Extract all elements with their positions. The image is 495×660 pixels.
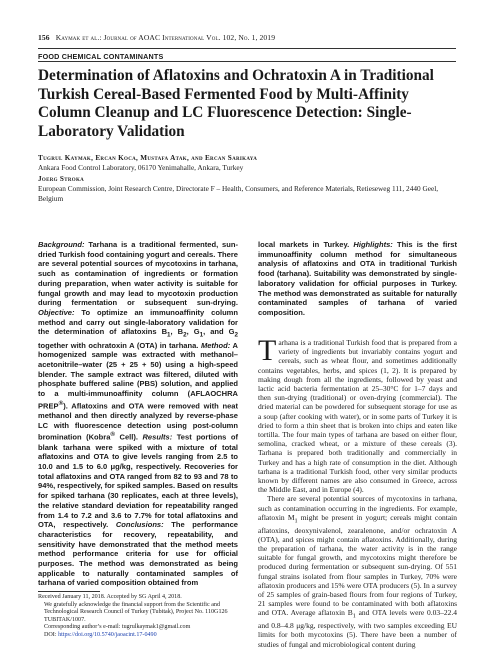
abstract-objective-g1: , G	[186, 327, 200, 337]
affiliation-2: European Commission, Joint Research Centre, Directorate F – Health, Consumers, and Reference Materials, Retieseweg 111, 2440 Geel, Belgium	[38, 184, 439, 203]
authors-line-1: Tugrul Kaymak, Ercan Koca, Mustafa Atak, and Ercan Sarikaya	[38, 154, 258, 162]
subscript: 1	[167, 331, 171, 339]
abstract-column-1	[38, 240, 238, 588]
article-title: Determination of Aflatoxins and Ochratoxin A in Traditional Turkish Cereal-Based Fermented Food by Multi-Affinity Column Cleanup and LC Fluorescence Detection: Single-Laboratory Validation	[38, 67, 434, 140]
registered-mark: ®	[58, 399, 64, 407]
registered-mark: ®	[110, 431, 116, 439]
abstract-highlights-text: This is the first immunoaffinity column method for simultaneous analysis of aflatoxins and OTA in traditional Turkish food (tarhana). Suitability was demonstrated by single-laboratory validation for official purposes in Turkey. The method was demonstrated as suitable for naturally contaminated samples of tarhana of varied composition.	[258, 240, 457, 317]
subscript: 2	[234, 331, 238, 339]
doi-label: DOI:	[44, 631, 59, 638]
section-label: FOOD CHEMICAL CONTAMINANTS	[38, 52, 164, 61]
authors-group-2	[38, 175, 84, 183]
drop-cap: T	[258, 334, 277, 367]
footnote-rule	[38, 591, 100, 592]
subscript: 2	[183, 331, 187, 339]
abstract-column-2	[258, 240, 457, 318]
doi-link[interactable]: https://doi.org/10.5740/jaoacint.17-0490	[58, 631, 157, 638]
abstract-objective-label: Objective:	[38, 307, 75, 317]
running-head	[38, 33, 275, 42]
subscript: 1	[352, 612, 356, 620]
footnote-received: Received January 11, 2018. Accepted by SG April 4, 2018.	[38, 594, 182, 600]
abstract-conclusions-text: The performance characteristics for recovery, repeatability, and sensitivity have demonstrated that the method meets method performance criteria for use for official purposes. The method was demonstrated as being applicable to naturally contaminated samples of tarhana of varied composition obtained from	[38, 520, 238, 588]
section-rule-bottom	[38, 61, 456, 62]
authors-group-1	[38, 154, 257, 162]
abstract-objective-g2: , and G	[203, 327, 235, 337]
abstract-method-label: Method:	[200, 340, 231, 350]
running-head-text: Kaymak et al.: Journal of AOAC International Vol. 102, No. 1, 2019	[55, 33, 276, 42]
abstract-objective-b2: , B	[170, 327, 184, 337]
abstract-conclusions-label: Conclusions:	[115, 520, 164, 530]
footnote-doi	[38, 632, 243, 640]
footnotes	[38, 594, 243, 640]
authors-line-2: Joerg Stroka	[38, 175, 85, 183]
abstract-objective-text: To optimize an immunoaffinity column method and carry out single-laboratory validation for the determination of aflatoxins B	[38, 307, 238, 337]
abstract-continued-text: local markets in Turkey.	[258, 240, 354, 249]
subscript: 1	[294, 517, 298, 525]
page-number: 156	[38, 33, 50, 42]
abstract-highlights-label: Highlights:	[353, 240, 393, 249]
body-paragraph-2-text-a: There are several potential sources of mycotoxins in tarhana, such as contamination occurring in the ingredients. For example, aflatoxin M	[258, 494, 457, 522]
footnote-acknowledgement: We gratefully acknowledge the financial support from the Scientific and Technological Research Council of Turkey (Tubitak), Project No. 110G126 TUBITAK/1007.	[44, 601, 228, 623]
abstract-background-text: Tarhana is a traditional fermented, sun-dried Turkish food containing yogurt and cereals. There are several potential sources of mycotoxins in tarhana, such as contamination of ingredients or formation during preparation, when water activity is suitable for fungal growth and may lead to mycotoxin production during fermentation or subsequent sun-drying.	[38, 240, 238, 308]
body-text	[258, 334, 457, 649]
body-paragraph-1	[258, 334, 457, 495]
section-rule-top	[38, 48, 456, 49]
abstract-method-text-3: Cell).	[115, 432, 143, 442]
affiliation-1: Ankara Food Control Laboratory, 06170 Yenimahalle, Ankara, Turkey	[38, 163, 244, 172]
abstract-method-text: A homogenized sample was extracted with methanol–acetonitrile–water (25 + 25 + 50) using a high-speed blender. The sample extract was filtered, diluted with phosphate buffered saline (PBS) solution, and applied to a multi-immunoaffinity column (AFLAOCHRA PREP	[38, 340, 238, 411]
body-paragraph-2-text-b: might be present in yogurt; cereals might contain aflatoxins, deoxynivalenol, zearalenone, and/or ochratoxin A (OTA), and spices might contain aflatoxins. Additionally, during the preparation of tarhana, the water activity is in the range suitable for fungal growth, and mycotoxins might therefore be produced during fermentation or subsequent sun-drying. Of 551 fungal strains isolated from flour samples in Turkey, 70% were aflatoxin producers and 15% were OTA producers (5). In a survey of 25 samples of grain-based flours from four regions of Turkey, 21 samples were found to be contaminated with both aflatoxins and OTA. Average aflatoxin B	[258, 512, 457, 618]
body-paragraph-2-text-c: and OTA levels were 0.03–22.4 and 0.8–4.8 μg/kg, respectively, with two samples exceeding EU limits for both mycotoxins (5). There have been a number of studies of fungal and microbiological content during	[258, 608, 457, 649]
abstract-objective-text-2: together with ochratoxin A (OTA) in tarhana.	[38, 340, 201, 350]
abstract-results-label: Results:	[142, 432, 173, 442]
abstract-results-text: Test portions of blank tarhana were spiked with a mixture of total aflatoxins and OTA to give levels ranging from 2.5 to 10.0 and 1.5 to 6.0 μg/kg, respectively. Recoveries for total aflatoxins and OTA ranged from 82 to 93 and 78 to 94%, respectively, for spiked samples. Based on results for spiked tarhana (30 replicates, each at three levels), the relative standard deviation for repeatability ranged from 1.4 to 7.2 and 3.6 to 7.7% for total aflatoxins and OTA, respectively.	[38, 432, 238, 530]
footnote-corresponding-author: Corresponding author’s e-mail: tugrulkaymak1@gmail.com	[44, 624, 191, 631]
abstract-method-text-2: ). Aflatoxins and OTA were removed with neat methanol and then directly analyzed by reverse-phase LC with fluorescence detection using post-column bromination (Kobra	[38, 401, 238, 442]
body-paragraph-2	[258, 494, 457, 648]
subscript: 1	[199, 331, 204, 339]
abstract-background-label: Background:	[38, 240, 85, 249]
body-paragraph-1-text: arhana is a traditional Turkish food that is prepared from a variety of ingredients but invariably contains yogurt and cereals, such as wheat flour, and sometimes additionally contains vegetables, herbs, and spices (1, 2). It is prepared by making dough from all the ingredients, followed by yeast and lactic acid bacteria fermentation at 25–30°C for 1–7 days and then sun-drying (traditional) or oven-drying (commercial). The dried material can be powdered for subsequent storage for use as a soup (after cooking with water), or in some parts of Turkey it is dried to form a thin sheet that is broken into chips and eaten like tortilla. The four main types of tarhana are based on either flour, semolina, cracked wheat, or a mixture of these cereals (3). Tarhana is prepared both traditionally and commercially in Turkey and has a high rate of consumption in the diet. Although tarhana is a traditional Turkish food, other very similar products known by different names are also consumed in Greece, across the Middle East, and in Europe (4).	[258, 338, 457, 495]
